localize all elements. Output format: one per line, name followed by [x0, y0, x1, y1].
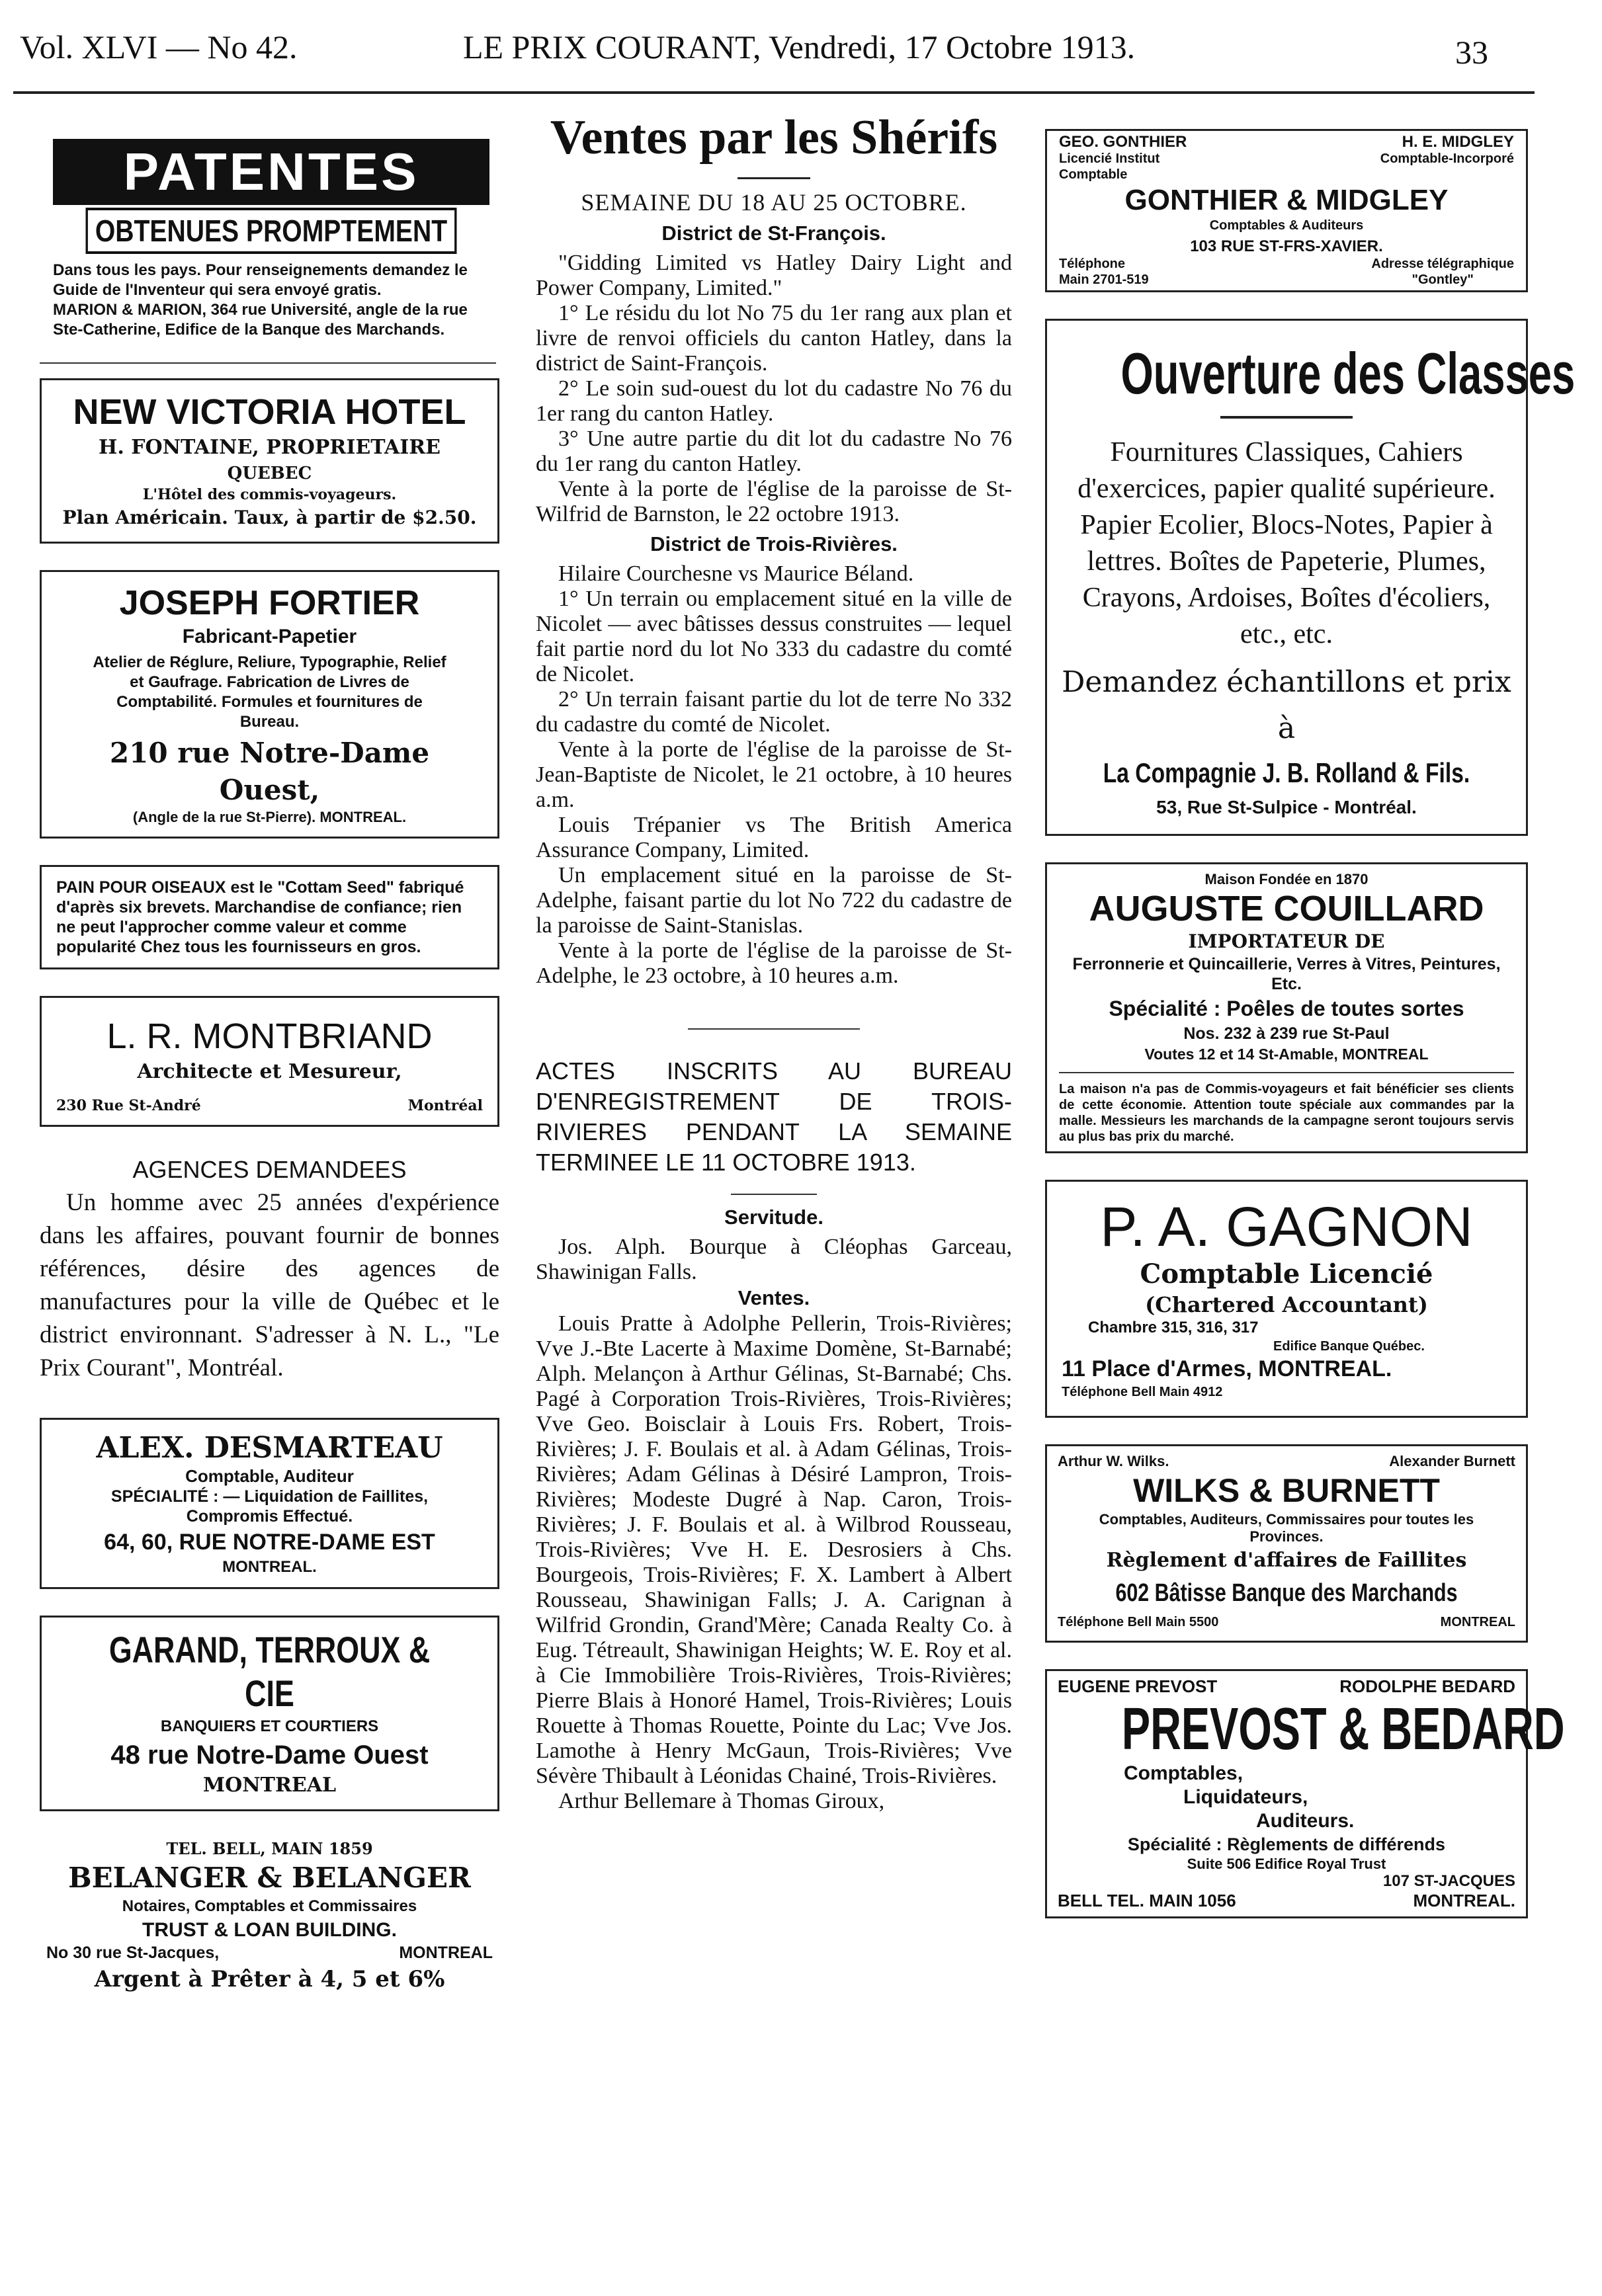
title-rule — [738, 177, 810, 179]
gonthier-address: 103 RUE ST-FRS-XAVIER. — [1190, 237, 1383, 255]
prevost-name-1: EUGENE PREVOST — [1058, 1676, 1218, 1696]
montbriand-sub: Architecte et Mesureur, — [137, 1060, 402, 1083]
hotel-line: L'Hôtel des commis-voyageurs. — [142, 486, 397, 503]
couillard-address-1: Nos. 232 à 239 rue St-Paul — [1183, 1024, 1390, 1043]
week-heading: SEMAINE DU 18 AU 25 OCTOBRE. — [581, 189, 967, 216]
fortier-title: JOSEPH FORTIER — [119, 584, 420, 622]
paragraph: Jos. Alph. Bourque à Cléophas Garceau, Shawinigan Falls. — [536, 1235, 1012, 1284]
gonthier-quals — [1059, 151, 1514, 183]
hotel-price: Plan Américain. Taux, à partir de $2.50. — [62, 507, 477, 528]
couillard-founded: Maison Fondée en 1870 — [1204, 871, 1369, 887]
fortier-city: MONTREAL. — [319, 809, 407, 825]
garand-city: MONTREAL — [202, 1774, 337, 1797]
sheriff-sales-body — [536, 220, 1012, 989]
gonthier-qual-1: Licencié Institut Comptable — [1059, 151, 1160, 182]
paragraph: Un emplacement situé en la paroisse de St-Adelphe, faisant partie du lot No 722 du cadastre de la paroisse de Saint-Stanislas. — [536, 863, 1012, 938]
prevost-title: PREVOST & BEDARD — [1121, 1696, 1565, 1762]
hotel-city: QUEBEC — [227, 464, 312, 483]
prevost-l1: Comptables, — [1124, 1762, 1244, 1784]
patentes-title: PATENTES — [53, 139, 489, 205]
middle-column — [536, 106, 1012, 1814]
prevost-tel: BELL TEL. MAIN 1056 — [1058, 1891, 1236, 1910]
ad-gagnon — [1045, 1180, 1528, 1418]
gonthier-tel-number: Main 2701-519 — [1059, 272, 1149, 287]
ad-victoria-hotel — [40, 378, 499, 544]
gonthier-title: GONTHIER & MIDGLEY — [1124, 184, 1449, 216]
agences-text: Un homme avec 25 années d'expérience dans les affaires, pouvant fournir de bonnes références, désire des agences de manufactures pour la ville de Québec et le district environnant. S'adresser à N. L., "Le Prix Courant", Montréal. — [40, 1189, 499, 1381]
volume-number: Vol. XLVI — No 42. — [20, 28, 298, 65]
wilks-name-2: Alexander Burnett — [1389, 1453, 1515, 1469]
section-rule — [731, 1194, 817, 1195]
wilks-city: MONTREAL — [1440, 1615, 1515, 1629]
ad-desmarteau — [40, 1418, 499, 1589]
gonthier-telegraph — [1371, 256, 1514, 288]
district-heading: District de St-François. — [661, 222, 886, 245]
ad-pain-oiseaux — [40, 865, 499, 969]
patentes-text: Dans tous les pays. Pour renseignements demandez le Guide de l'Inventeur qui sera envoyé gratis. — [53, 261, 468, 299]
prevost-suite: Suite 506 Edifice Royal Trust — [1187, 1856, 1386, 1872]
prevost-city: MONTREAL. — [1413, 1891, 1515, 1910]
gonthier-contact — [1059, 256, 1514, 288]
fortier-corner — [56, 809, 483, 826]
ad-prevost-bedard — [1045, 1669, 1565, 1918]
gonthier-name-1: GEO. GONTHIER — [1059, 133, 1187, 151]
patentes-address: MARION & MARION, 364 rue Université, angle de la rue Ste-Catherine, Edifice de la Banque des Marchands. — [53, 301, 468, 339]
fortier-sub: Fabricant-Papetier — [182, 626, 357, 647]
fortier-corner-text: (Angle de la rue St-Pierre). — [132, 809, 316, 825]
prevost-footer — [1058, 1890, 1515, 1911]
prevost-names — [1058, 1676, 1515, 1697]
paragraph: "Gidding Limited vs Hatley Dairy Light and Power Company, Limited." — [536, 251, 1012, 300]
gonthier-tel — [1059, 256, 1149, 288]
classes-ask: Demandez échantillons et prix à — [1062, 665, 1511, 745]
left-column — [20, 112, 503, 1996]
agences-title: AGENCES DEMANDEES — [132, 1156, 407, 1183]
notice-agences — [40, 1153, 499, 1385]
belanger-title: BELANGER & BELANGER — [68, 1862, 471, 1894]
section-rule — [688, 1028, 860, 1030]
paragraph: 3° Une autre partie du dit lot du cadastre No 76 du 1er rang du canton Hatley. — [536, 427, 1012, 476]
paragraph: 1° Le résidu du lot No 75 du 1er rang aux plan et livre de renvoi officiels du canton Hatley, dans la district de Saint-François. — [536, 301, 1012, 376]
paragraph: Vente à la porte de l'église de la paroisse de St-Jean-Baptiste de Nicolet, le 21 octobre, à 10 heures a.m. — [536, 737, 1012, 812]
classes-address: 53, Rue St-Sulpice - Montréal. — [1156, 797, 1417, 817]
hotel-title: NEW VICTORIA HOTEL — [73, 392, 466, 432]
paragraph: Louis Pratte à Adolphe Pellerin, Trois-Rivières; Vve J.-Bte Lacerte à Maxime Domène, St-Barnabé; Alph. Melançon à Arthur Gélinas, St-Barnabé; Chs. Pagé à Corporation Trois-Rivières, Trois-Rivières; Vve Geo. Boisclair à Louis Frs. Robert, Trois-Rivières; J. F. Boulais et al. à Adam Gélinas, Trois-Rivières; Adam Gélinas à Désiré Lampron, Trois-Rivières; Modeste Dugré à Nap. Caron, Trois-Rivières; J. F. Boulais et al. à Wilbrod Rousseau, Trois-Rivières; Vve H. E. Desrosiers à Chs. Bourgeois, Trois-Rivières; F. X. Lambert à Albert Rousseau, Shawinigan Falls; J. A. Carignan à Wilfrid Grondin, Grand'Mère; Canada Realty Co. à Eug. Tétreault, Shawinigan Heights; W. E. Roy et al. à Cie Immobilière Trois-Rivières, Trois-Rivières; Pierre Blais à Honoré Hamel, Trois-Rivières; Louis Rouette à Thomas Rouette, Pointe du Lac; Vve Jos. Lamothe à Henry McGaun, Trois-Rivières; Vve Sévère Thibault à Léonidas Chainé, Trois-Rivières. — [536, 1311, 1012, 1788]
ad-gonthier-midgley — [1045, 129, 1528, 292]
fortier-text: Atelier de Réglure, Reliure, Typographie, Relief et Gaufrage. Fabrication de Livres de Comptabilité. Formules et fournitures de Bureau. — [93, 653, 446, 731]
desmarteau-city: MONTREAL. — [222, 1558, 317, 1576]
gagnon-room: Chambre 315, 316, 317 — [1088, 1319, 1259, 1336]
fortier-address: 210 rue Notre-Dame Ouest, — [109, 737, 430, 806]
ad-auguste-couillard — [1045, 862, 1528, 1153]
garand-sub: BANQUIERS ET COURTIERS — [160, 1717, 379, 1735]
montbriand-city: Montréal — [407, 1097, 483, 1114]
gagnon-title: P. A. GAGNON — [1100, 1196, 1473, 1258]
belanger-sub: Notaires, Comptables et Commissaires — [122, 1897, 417, 1915]
gagnon-tel: Téléphone Bell Main 4912 — [1062, 1385, 1223, 1399]
paragraph: 2° Un terrain faisant partie du lot de terre No 332 du cadastre du comté de Nicolet. — [536, 687, 1012, 737]
gagnon-address: 11 Place d'Armes, MONTREAL. — [1062, 1356, 1392, 1381]
paragraph: Vente à la porte de l'église de la paroisse de St-Wilfrid de Barnston, le 22 octobre 1913. — [536, 477, 1012, 526]
subheading: Servitude. — [724, 1206, 823, 1229]
prevost-l3: Auditeurs. — [1256, 1810, 1355, 1832]
montbriand-title: L. R. MONTBRIAND — [106, 1016, 433, 1056]
couillard-address-2: Voutes 12 et 14 St-Amable, MONTREAL — [1144, 1046, 1429, 1063]
actes-body — [536, 1204, 1012, 1814]
desmarteau-sub: Comptable, Auditeur — [185, 1466, 354, 1486]
wilks-line: Règlement d'affaires de Faillites — [1106, 1549, 1467, 1572]
pain-text: PAIN POUR OISEAUX est le "Cottam Seed" fabriqué d'après six brevets. Marchandise de confiance; rien ne peut l'approcher comme valeur et comme popularité Chez tous les fournisseurs en gros. — [56, 878, 464, 956]
paragraph: Hilaire Courchesne vs Maurice Béland. — [558, 561, 914, 586]
classes-title: Ouverture des Classes — [1120, 341, 1576, 406]
prevost-address: 107 ST-JACQUES — [1382, 1872, 1515, 1890]
belanger-address: No 30 rue St-Jacques, — [46, 1944, 220, 1962]
desmarteau-title: ALEX. DESMARTEAU — [96, 1431, 443, 1465]
montbriand-footer — [56, 1097, 483, 1114]
gonthier-sub: Comptables & Auditeurs — [1209, 218, 1364, 233]
gagnon-building: Edifice Banque Québec. — [1273, 1339, 1425, 1354]
wilks-title: WILKS & BURNETT — [1133, 1472, 1440, 1509]
page-number: 33 — [1455, 34, 1488, 71]
actes-heading: ACTES INSCRITS AU BUREAU D'ENREGISTREMENT DE TROIS-RIVIERES PENDANT LA SEMAINE TERMINEE LE 11 OCTOBRE 1913. — [536, 1057, 1012, 1176]
montbriand-address: 230 Rue St-André — [56, 1097, 201, 1114]
couillard-rule — [1059, 1072, 1514, 1073]
garand-address: 48 rue Notre-Dame Ouest — [110, 1741, 429, 1770]
belanger-city: MONTREAL — [399, 1944, 493, 1962]
desmarteau-address: 64, 60, RUE NOTRE-DAME EST — [104, 1530, 435, 1555]
classes-company: La Compagnie J. B. Rolland & Fils. — [1103, 757, 1470, 788]
couillard-note: La maison n'a pas de Commis-voyageurs et fait bénéficier ses clients de cette économie. Attention toute spéciale aux commandes par la malle. Messieurs les marchands de la campagne seront toujours servis au plus bas prix du marché. — [1059, 1082, 1514, 1144]
wilks-tel: Téléphone Bell Main 5500 — [1058, 1615, 1219, 1629]
wilks-footer — [1058, 1610, 1515, 1634]
ad-ouverture-classes — [1045, 319, 1576, 836]
ad-belanger — [40, 1838, 499, 1996]
wilks-building: 602 Bâtisse Banque des Marchands — [1115, 1579, 1458, 1607]
gonthier-names — [1059, 134, 1514, 151]
patentes-subtitle: OBTENUES PROMPTEMENT — [86, 208, 457, 254]
ad-joseph-fortier — [40, 570, 499, 839]
paragraph: Arthur Bellemare à Thomas Giroux, — [558, 1789, 885, 1813]
garand-title: GARAND, TERROUX & CIE — [108, 1629, 431, 1714]
prevost-name-2: RODOLPHE BEDARD — [1339, 1676, 1515, 1696]
belanger-address-row — [40, 1944, 499, 1963]
gagnon-sub: Comptable Licencié — [1140, 1258, 1433, 1290]
paragraph: Louis Trépanier vs The British America Assurance Company, Limited. — [536, 813, 1012, 862]
prevost-l2: Liquidateurs, — [1183, 1786, 1308, 1808]
belanger-tel: TEL. BELL, MAIN 1859 — [166, 1839, 373, 1858]
right-column — [1045, 129, 1576, 1945]
hotel-owner: H. FONTAINE, PROPRIETAIRE — [98, 436, 441, 459]
ad-montbriand — [40, 996, 499, 1127]
desmarteau-spec: SPÉCIALITÉ : — Liquidation de Faillites, Compromis Effectué. — [110, 1487, 429, 1526]
district-heading: District de Trois-Rivières. — [650, 532, 898, 555]
prevost-spec: Spécialité : Règlements de différends — [1127, 1834, 1446, 1854]
sheriff-sales-title: Ventes par les Shérifs — [550, 110, 998, 165]
divider — [40, 362, 496, 364]
gagnon-sub2: (Chartered Accountant) — [1145, 1292, 1428, 1317]
classes-rule — [1220, 416, 1353, 419]
header-rule — [13, 91, 1535, 94]
couillard-spec: Spécialité : Poêles de toutes sortes — [1109, 997, 1464, 1020]
belanger-argent: Argent à Prêter à 4, 5 et 6% — [94, 1966, 445, 1992]
ad-garand-terroux — [40, 1616, 499, 1811]
wilks-name-1: Arthur W. Wilks. — [1058, 1453, 1169, 1469]
gonthier-qual-2: Comptable-Incorporé — [1380, 151, 1514, 166]
couillard-title: AUGUSTE COUILLARD — [1089, 889, 1484, 928]
paragraph: 2° Le soin sud-ouest du lot du cadastre No 76 du 1er rang du canton Hatley. — [536, 376, 1012, 426]
ad-patentes — [53, 139, 489, 340]
paragraph: Vente à la porte de l'église de la paroisse de St-Adelphe, le 23 octobre, à 10 heures a.m. — [536, 938, 1012, 988]
wilks-names — [1058, 1453, 1515, 1470]
ad-wilks-burnett — [1045, 1444, 1528, 1643]
belanger-building: TRUST & LOAN BUILDING. — [142, 1919, 397, 1941]
subheading: Ventes. — [738, 1286, 810, 1309]
wilks-sub: Comptables, Auditeurs, Commissaires pour toutes les Provinces. — [1099, 1511, 1474, 1545]
paragraph: 1° Un terrain ou emplacement situé en la ville de Nicolet — avec bâtisses dessus construites — lequel fait partie nord du lot No 333 du cadastre du comté de Nicolet. — [536, 587, 1012, 686]
journal-title: LE PRIX COURANT, Vendredi, 17 Octobre 1913. — [463, 28, 1136, 65]
couillard-goods: Ferronnerie et Quincaillerie, Verres à Vitres, Peintures, Etc. — [1072, 955, 1501, 993]
gonthier-name-2: H. E. MIDGLEY — [1402, 133, 1514, 151]
couillard-sub: IMPORTATEUR DE — [1188, 930, 1385, 952]
gonthier-telegraph-value: "Gontley" — [1412, 272, 1474, 287]
classes-text: Fournitures Classiques, Cahiers d'exercices, papier qualité supérieure. Papier Ecolier, Blocs-Notes, Papier à lettres. Boîtes de Papeterie, Plumes, Crayons, Ardoises, Boîtes d'écoliers, etc., etc. — [1077, 437, 1496, 649]
gonthier-telegraph-label: Adresse télégraphique — [1371, 257, 1514, 271]
gonthier-tel-label: Téléphone — [1059, 257, 1126, 271]
page-header — [20, 21, 1508, 94]
